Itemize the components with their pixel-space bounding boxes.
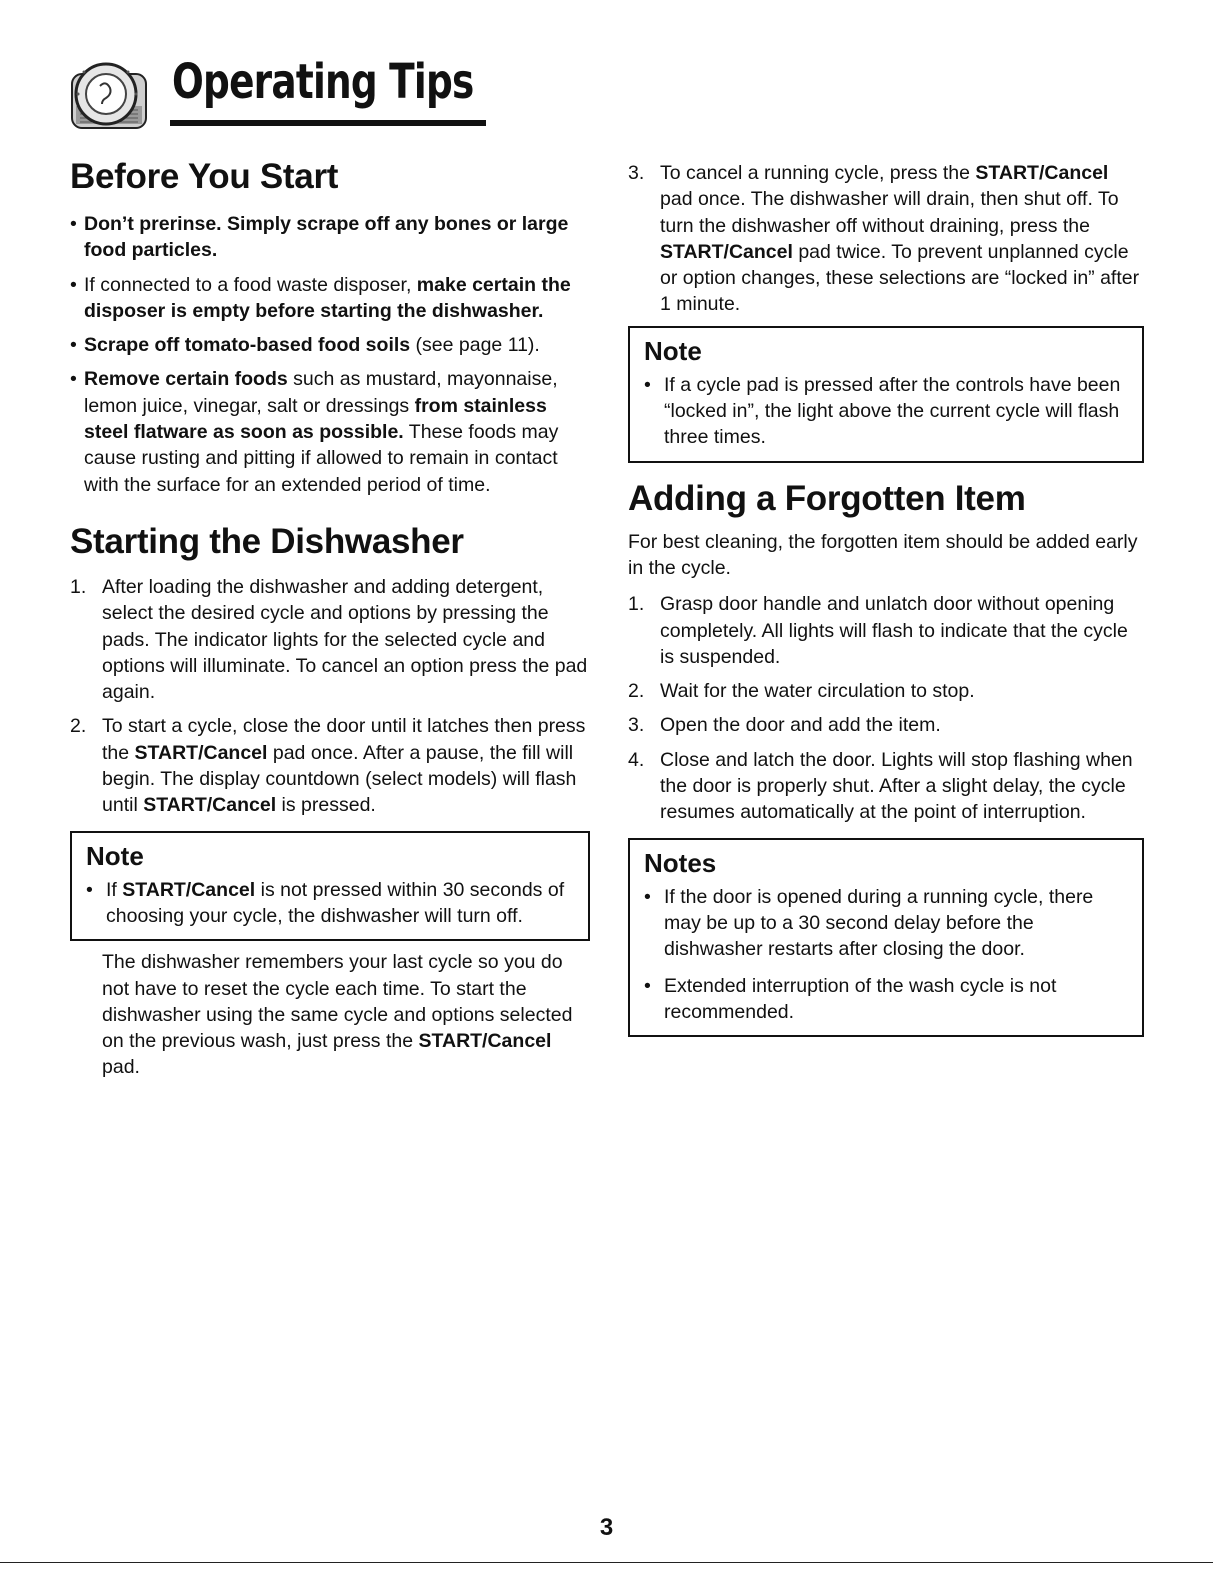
list-item [628,678,1144,704]
bold-text: START/Cancel [660,240,793,263]
list-item [70,366,590,497]
body-text: If connected to a food waste disposer, [84,273,417,296]
page-title: Operating Tips [172,54,474,110]
body-text: is pressed. [276,794,376,817]
list-item [70,332,590,358]
forgotten-steps [628,591,1144,825]
body-text: pad once. The dishwasher will drain, then shut off. To turn the dishwasher off without draining, press the [660,188,1119,237]
body-text: pad. [102,1056,140,1079]
step-number: 3. [628,714,645,737]
bottom-rule [0,1562,1213,1563]
body-text: To cancel a running cycle, press the [660,162,976,184]
body-text: (see page 11). [410,334,540,357]
dishwasher-dial-icon [70,56,148,130]
forgotten-item-section [628,477,1144,1037]
body-text: The dishwasher remembers your last cycle so you do not have to reset the cycle each time. To start the dishwasher using the same cycle and options selected on the previous wash, just press the [102,951,573,1053]
remembers-paragraph [70,949,590,1080]
left-column [70,150,590,1081]
note-title: Note [644,335,702,366]
bold-text: START/Cancel [418,1030,552,1053]
list-item [628,160,1144,318]
section-heading: Starting the Dishwasher [70,521,464,561]
section-heading: Before You Start [70,157,339,196]
note-box [70,831,590,942]
note-title: Notes [644,847,717,878]
body-text: is not pressed within 30 seconds of choosing your cycle, the dishwasher will turn off. [106,878,565,927]
step-number: 2. [70,715,87,738]
page-header [70,46,490,136]
note-list [86,877,576,930]
notes-box [628,838,1144,1037]
note-list [644,884,1130,1025]
list-item [628,712,1144,738]
body-text: After loading the dishwasher and adding detergent, select the desired cycle and options by pressing the pads. The indicator lights for the selected cycle and options will illuminate. To cancel an option press the pad again. [102,575,588,704]
step-number: 1. [628,593,645,616]
bold-text: Remove certain foods [84,368,288,391]
bold-text: START/Cancel [134,741,268,764]
list-item [86,877,576,930]
note-box [628,326,1144,463]
list-item: • If a cycle pad is pressed after the controls have been “locked in”, the light above the current cycle will flash three times. [644,372,1130,451]
note-list [644,372,1130,451]
body-text: such as mustard, mayonnaise, lemon juice, vinegar, salt or dressings [84,368,558,417]
starting-steps [70,574,590,819]
bold-text: from stainless steel flatware as soon as possible. [84,394,547,444]
body-text: pad twice. To prevent unplanned cycle or option changes, these selections are “locked in” after 1 minute. [660,240,1140,316]
list-item [70,713,590,818]
step-number: 3. [628,162,645,184]
step-number: 4. [628,748,645,771]
bold-text: Scrape off tomato-based food soils [84,334,411,357]
body-text: To start a cycle, close the door until it latches then press the [102,715,586,764]
list-item [628,591,1144,670]
list-item [70,272,590,325]
body-text: Wait for the water circulation to stop. [660,680,975,703]
bold-text: START/Cancel [143,794,277,817]
step-number: 1. [70,575,87,598]
bold-text: Don’t prerinse. Simply scrape off any bones or large food particles. [84,213,569,262]
body-text: Open the door and add the item. [660,714,941,737]
list-item: • Extended interruption of the wash cycle is not recommended. [644,973,1130,1026]
right-column [628,152,1144,1037]
section-heading: Adding a Forgotten Item [628,478,1026,518]
note-title: Note [86,840,144,871]
list-item [70,211,590,264]
body-text: Close and latch the door. Lights will stop flashing when the door is properly shut. After a slight delay, the cycle resumes automatically at the point of interruption. [660,748,1133,824]
body-text: If [106,878,123,901]
bold-text: START/Cancel [975,162,1109,184]
before-you-start-section [70,155,590,498]
body-text: These foods may cause rusting and pitting if allowed to remain in contact with the surface for an extended period of time. [84,421,559,496]
starting-section [70,520,590,1081]
step-number: 2. [628,680,645,703]
bold-text: make certain the disposer is empty before starting the dishwasher. [84,273,571,322]
bold-text: START/Cancel [122,878,256,901]
body-text: pad once. After a pause, the fill will begin. The display countdown (select models) will flash until [102,741,577,817]
list-item [70,574,590,705]
title-underline [170,120,486,126]
starting-steps-continued [628,160,1144,318]
list-item: • If the door is opened during a running cycle, there may be up to a 30 second delay before the dishwasher restarts after closing the door. [644,884,1130,963]
before-start-list [70,211,590,498]
page-number: 3 [599,1514,614,1541]
body-text: Grasp door handle and unlatch door without opening completely. All lights will flash to indicate that the cycle is suspended. [660,593,1128,668]
intro-paragraph: For best cleaning, the forgotten item should be added early in the cycle. [628,530,1138,579]
list-item [628,747,1144,826]
